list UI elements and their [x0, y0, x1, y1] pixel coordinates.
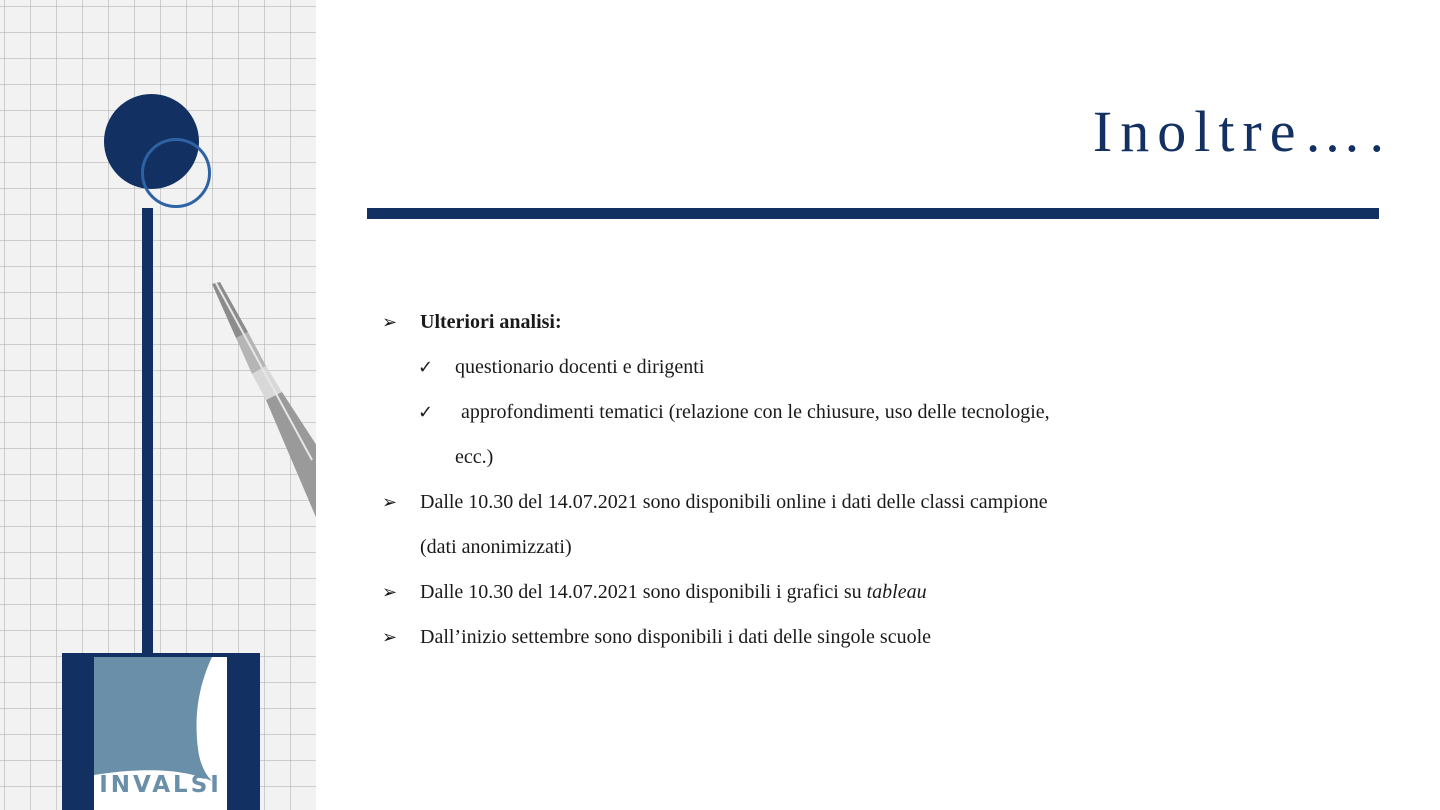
list-item-continuation: [382, 525, 1282, 570]
list-item-text-plain: Dalle 10.30 del 14.07.2021 sono disponibili i grafici su: [420, 581, 867, 603]
check-icon: ✓: [418, 357, 434, 378]
bullet-list: [382, 300, 1282, 660]
list-item-text: Ulteriori analisi:: [420, 311, 562, 333]
list-item-text: Dall’inizio settembre sono disponibili i dati delle singole scuole: [420, 626, 932, 648]
arrow-bullet-icon: ➢: [382, 582, 398, 603]
check-icon: ✓: [418, 402, 434, 423]
list-item-text: [420, 570, 927, 615]
sub-list-item: [382, 390, 1282, 435]
arrow-bullet-icon: ➢: [382, 627, 398, 648]
decor-vertical-line: [142, 208, 153, 654]
logo-inner-panel: [94, 657, 227, 810]
list-item: [382, 300, 1282, 345]
arrow-bullet-icon: ➢: [382, 312, 398, 333]
list-item: [382, 570, 1282, 615]
sub-list-item-text: questionario docenti e dirigenti: [455, 356, 705, 378]
invalsi-logo: [62, 653, 260, 810]
list-item-text: Dalle 10.30 del 14.07.2021 sono disponibili online i dati delle classi campione: [420, 491, 1048, 513]
list-item-text-italic: tableau: [866, 581, 927, 603]
sub-list-item-text: ecc.): [455, 446, 494, 468]
title-underline-bar: [367, 208, 1379, 219]
arrow-bullet-icon: ➢: [382, 492, 398, 513]
sub-list-item-text: approfondimenti tematici (relazione con le chiusure, uso delle tecnologie,: [461, 401, 1050, 423]
decor-ring-circle: [141, 138, 211, 208]
pen-image: [190, 270, 316, 530]
list-item: [382, 615, 1282, 660]
sub-list-item-continuation: [382, 435, 1282, 480]
list-item: [382, 480, 1282, 525]
sub-list-item: [382, 345, 1282, 390]
list-item-text: (dati anonimizzati): [420, 536, 572, 558]
slide-title: Inoltre….: [1092, 99, 1392, 164]
logo-text: INVALSI: [99, 772, 222, 798]
